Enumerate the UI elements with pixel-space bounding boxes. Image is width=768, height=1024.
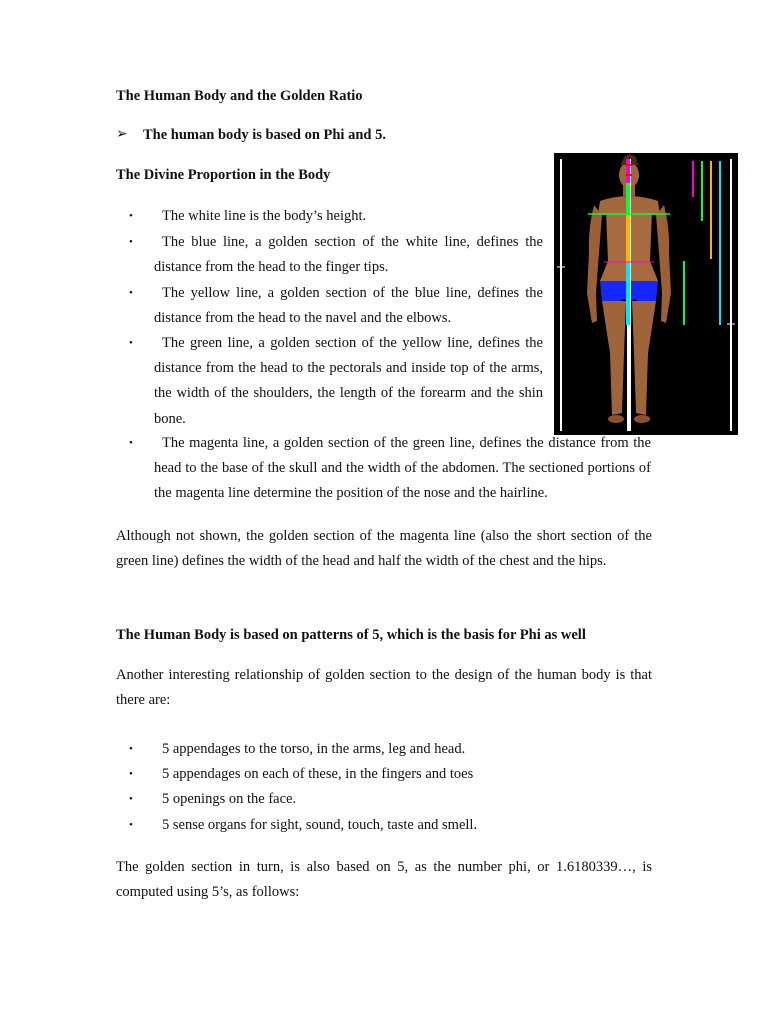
human-body-illustration xyxy=(554,153,738,435)
arrow-bullet-icon: ➢ xyxy=(116,127,128,142)
golden-ratio-body-figure xyxy=(554,153,738,435)
section-heading-patterns-of-5: The Human Body is based on patterns of 5, which is the basis for Phi as well xyxy=(116,627,586,643)
paragraph-relationship: Another interesting relationship of golden section to the design of the human body is that there are: xyxy=(116,667,652,709)
section-heading-divine-proportion: The Divine Proportion in the Body xyxy=(116,167,331,183)
bullet-icon: • xyxy=(129,437,133,449)
list-item: The yellow line, a golden section of the blue line, defines the distance from the head to the navel and the elbows. xyxy=(154,285,543,327)
document-title: The Human Body and the Golden Ratio xyxy=(116,88,363,104)
bullet-icon: • xyxy=(129,210,133,222)
list-item: The blue line, a golden section of the white line, defines the distance from the head to the finger tips. xyxy=(154,234,543,276)
list-item: 5 appendages on each of these, in the fingers and toes xyxy=(162,766,474,782)
bullet-icon: • xyxy=(129,287,133,299)
list-item: 5 openings on the face. xyxy=(162,791,297,807)
paragraph-golden-section-five: The golden section in turn, is also based on 5, as the number phi, or 1.6180339…, is computed using 5’s, as follows: xyxy=(116,859,652,901)
arrow-item-text: The human body is based on Phi and 5. xyxy=(143,127,386,143)
list-item: The white line is the body’s height. xyxy=(162,208,367,224)
list-item: The green line, a golden section of the yellow line, defines the distance from the head to the pectorals and inside top of the arms, the width of the shoulders, the length of the forearm and the shin bone. xyxy=(154,335,543,427)
bullet-icon: • xyxy=(129,236,133,248)
list-item: 5 appendages to the torso, in the arms, leg and head. xyxy=(162,741,466,757)
list-item: The magenta line, a golden section of the green line, defines the distance from the head to the base of the skull and the width of the abdomen. The sectioned portions of the magenta line determine the position of the nose and the hairline. xyxy=(154,435,651,502)
paragraph-magenta-section: Although not shown, the golden section of the magenta line (also the short section of the green line) defines the width of the head and half the width of the chest and the hips. xyxy=(116,528,652,570)
bullet-icon: • xyxy=(129,743,133,755)
bullet-icon: • xyxy=(129,768,133,780)
bullet-icon: • xyxy=(129,337,133,349)
bullet-icon: • xyxy=(129,793,133,805)
bullet-icon: • xyxy=(129,819,133,831)
list-item: 5 sense organs for sight, sound, touch, taste and smell. xyxy=(162,817,478,833)
